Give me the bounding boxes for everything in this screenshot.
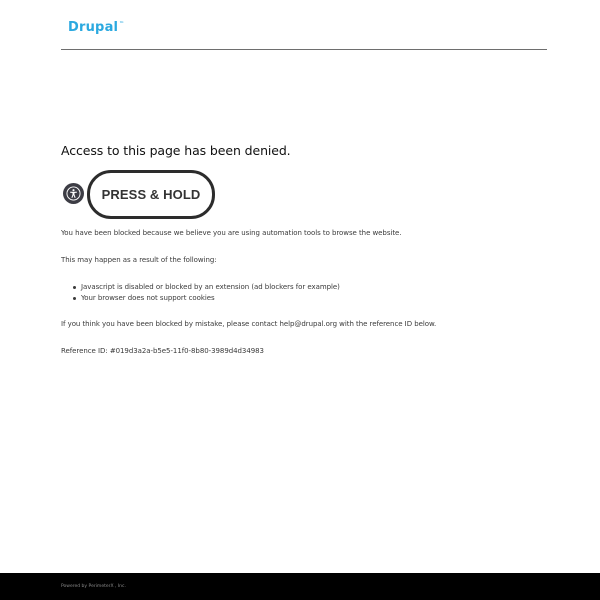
accessibility-icon[interactable] xyxy=(63,183,84,204)
footer xyxy=(0,573,600,600)
logo-trademark: ™ xyxy=(119,21,125,27)
blocked-message: You have been blocked because we believe you are using automation tools to browse the website. xyxy=(61,229,402,237)
page-title: Access to this page has been denied. xyxy=(61,143,291,158)
press-and-hold-button[interactable]: PRESS & HOLD xyxy=(87,170,215,219)
list-item: Javascript is disabled or blocked by an extension (ad blockers for example) xyxy=(61,282,340,293)
header xyxy=(61,0,547,50)
main-content xyxy=(61,143,541,355)
drupal-logo[interactable] xyxy=(68,20,124,35)
contact-message: If you think you have been blocked by mistake, please contact help@drupal.org with the reference ID below. xyxy=(61,320,437,328)
list-item: Your browser does not support cookies xyxy=(61,293,340,304)
reasons-list xyxy=(61,282,340,304)
accessibility-figure-icon xyxy=(66,186,81,201)
captcha-row xyxy=(61,170,261,218)
reference-id: Reference ID: #019d3a2a-b5e5-11f0-8b80-3989d4d34983 xyxy=(61,347,264,355)
powered-by-text: Powered by PerimeterX , Inc. xyxy=(61,584,126,589)
logo-text: Drupal xyxy=(68,20,119,35)
reasons-intro: This may happen as a result of the following: xyxy=(61,256,217,264)
